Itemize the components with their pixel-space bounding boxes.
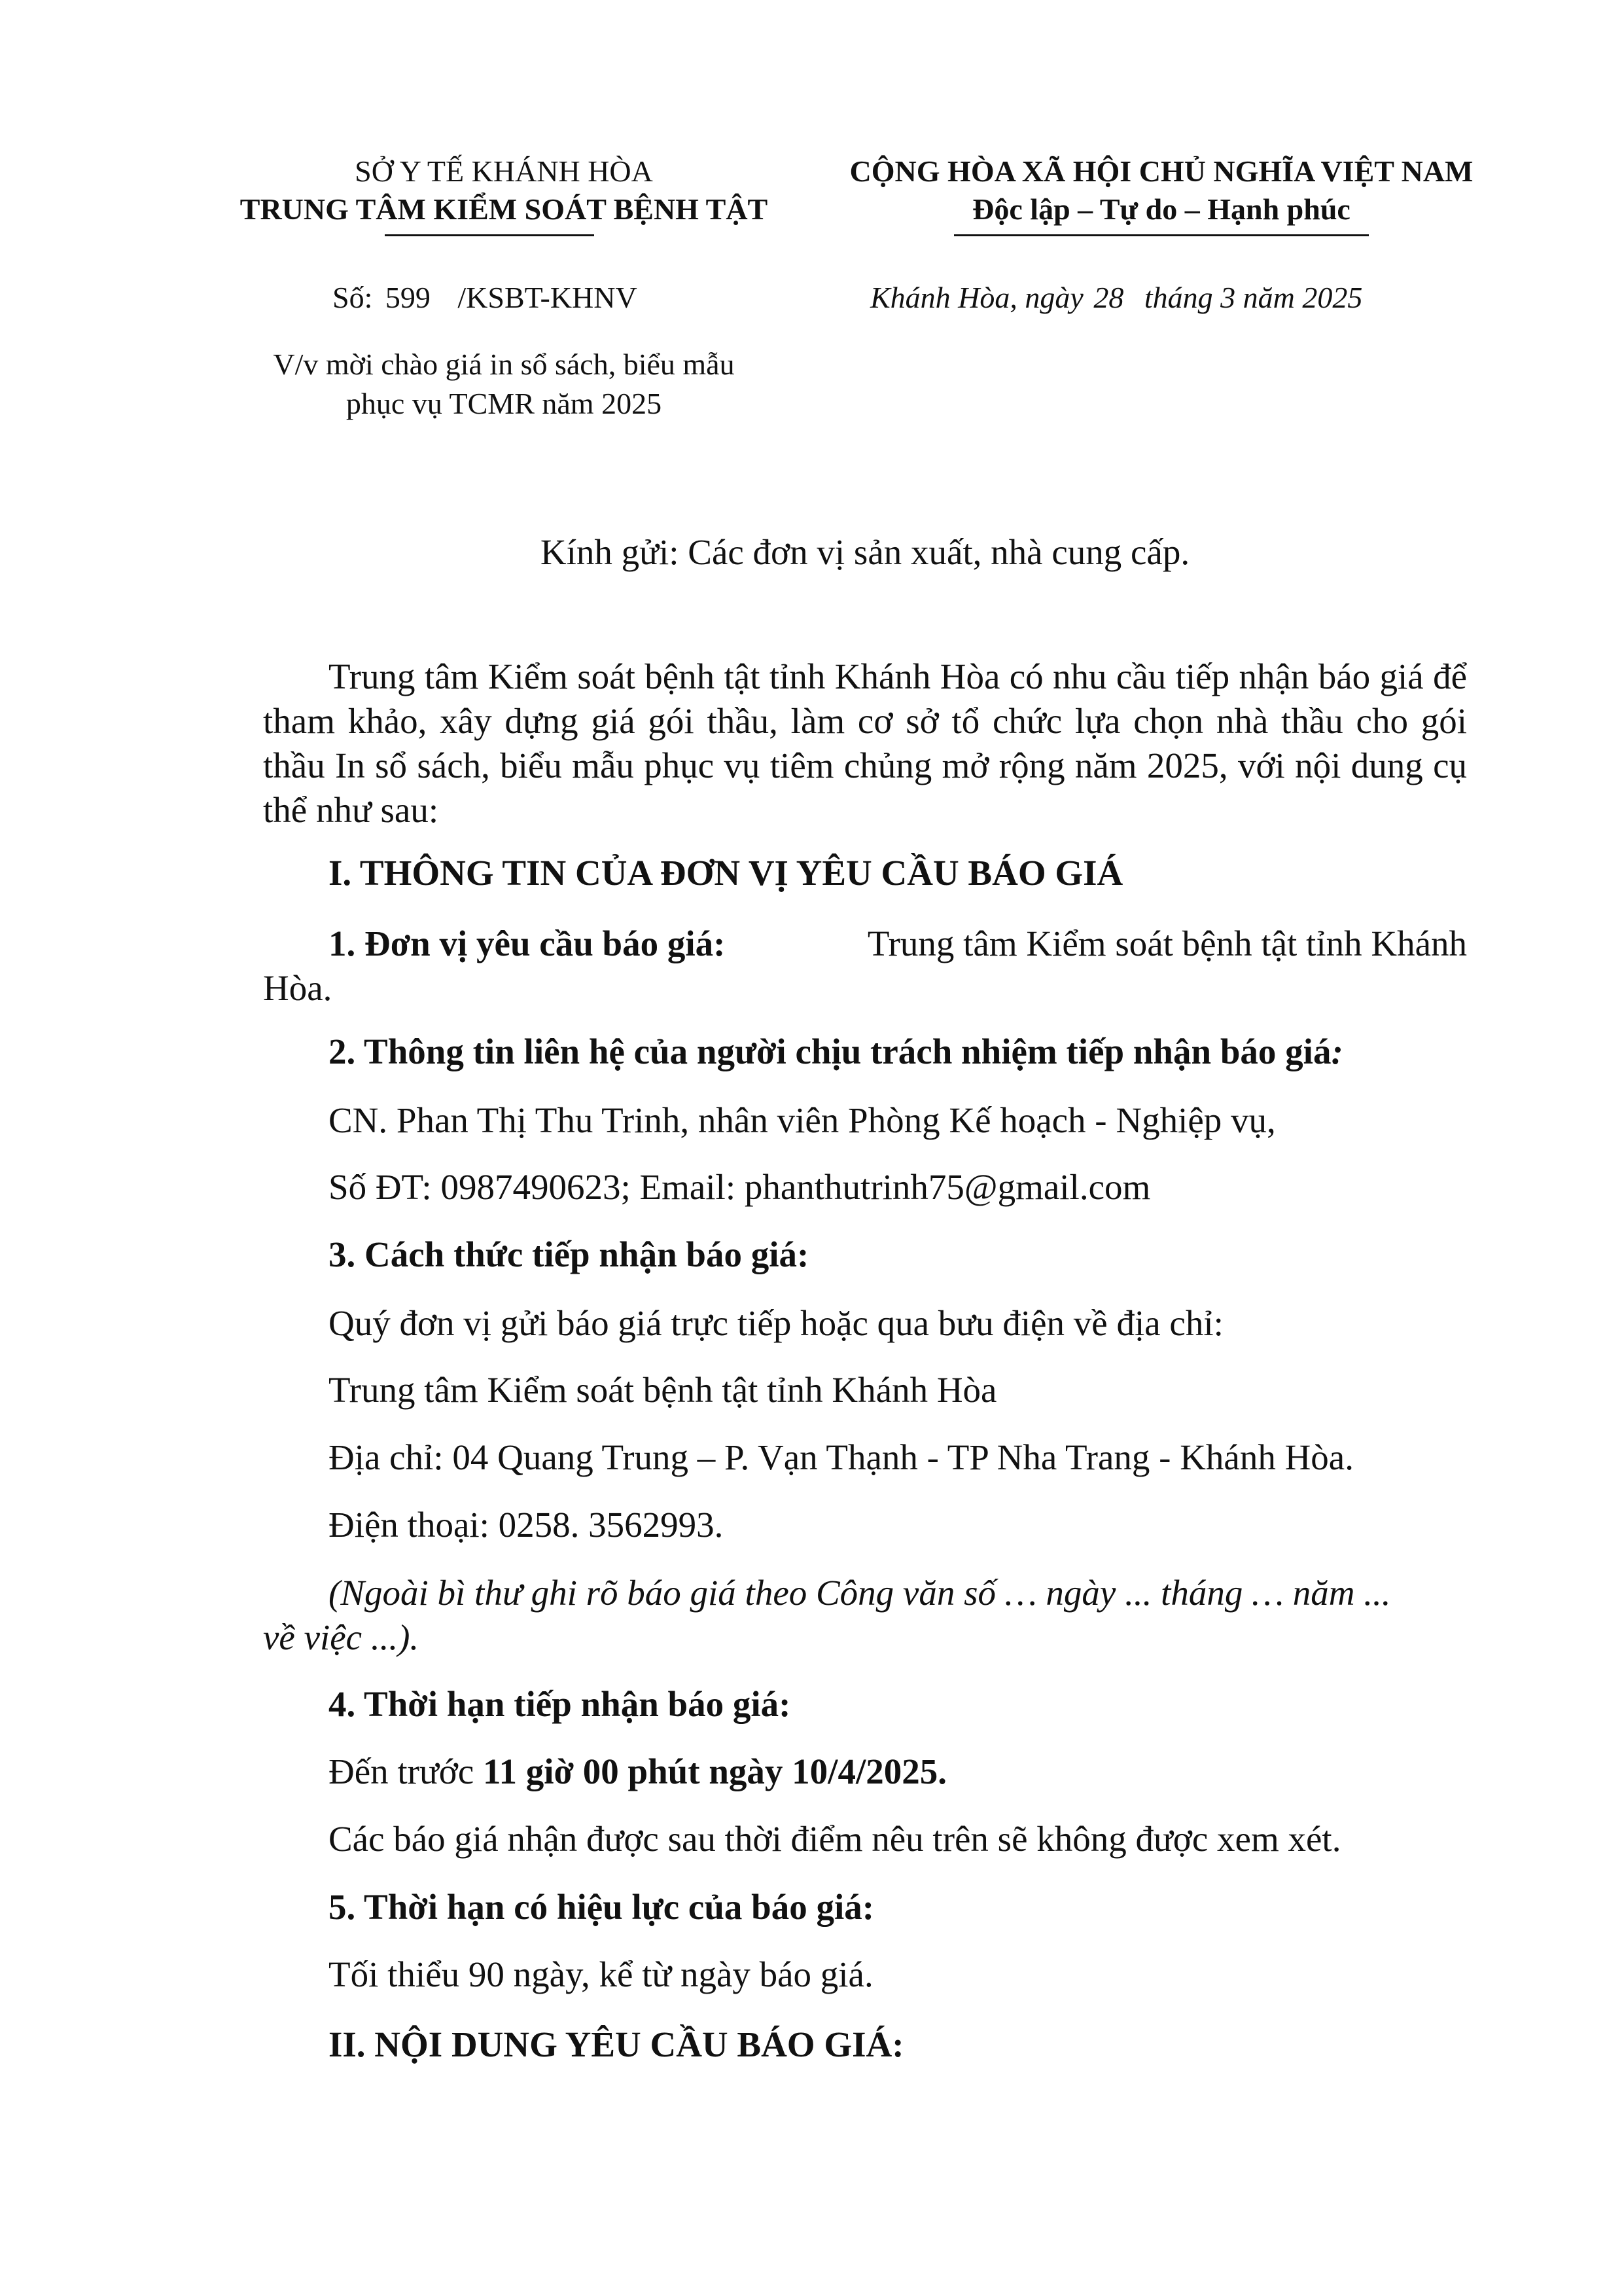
doc-number	[332, 278, 637, 317]
item-3-label: 3. Cách thức tiếp nhận báo giá:	[328, 1234, 809, 1274]
org-parent: SỞ Y TẾ KHÁNH HÒA	[355, 154, 653, 188]
doc-number-label: Số:	[332, 281, 373, 314]
address: Địa chỉ: 04 Quang Trung – P. Vạn Thạnh - TP Nha Trang - Khánh Hòa.	[328, 1437, 1354, 1477]
date-day: 28	[1093, 281, 1124, 314]
org-underline	[385, 234, 594, 236]
envelope-note	[263, 1571, 1467, 1660]
recipient: Kính gửi: Các đơn vị sản xuất, nhà cung cấp.	[540, 532, 1190, 572]
envelope-note-line-1: (Ngoài bì thư ghi rõ báo giá theo Công văn số … ngày ... tháng … năm ...	[328, 1573, 1391, 1613]
validity: Tối thiểu 90 ngày, kể từ ngày báo giá.	[328, 1954, 874, 1994]
item-5-label: 5. Thời hạn có hiệu lực của báo giá:	[328, 1887, 875, 1927]
item-1	[263, 922, 1467, 1011]
motto: Độc lập – Tự do – Hạnh phúc	[972, 192, 1350, 226]
contact-name: CN. Phan Thị Thu Trinh, nhân viên Phòng Kế hoạch - Nghiệp vụ,	[328, 1100, 1276, 1140]
deadline-value: 11 giờ 00 phút ngày 10/4/2025.	[483, 1751, 947, 1791]
doc-number-suffix: /KSBT-KHNV	[457, 281, 637, 314]
section-1-title: I. THÔNG TIN CỦA ĐƠN VỊ YÊU CẦU BÁO GIÁ	[328, 853, 1123, 893]
envelope-note-line-2: về việc ...).	[263, 1617, 419, 1657]
item-2-label-line	[328, 1030, 1343, 1074]
date-month-year: tháng 3 năm 2025	[1144, 281, 1363, 314]
org-name: TRUNG TÂM KIỂM SOÁT BỆNH TẬT	[239, 192, 768, 226]
doc-number-value: 599	[385, 281, 431, 314]
phone: Điện thoại: 0258. 3562993.	[328, 1505, 724, 1545]
item-1-label: 1. Đơn vị yêu cầu báo giá:	[328, 924, 726, 963]
item-4-label: 4. Thời hạn tiếp nhận báo giá:	[328, 1684, 791, 1724]
subject-line-2: phục vụ TCMR năm 2025	[345, 387, 662, 420]
method-line: Quý đơn vị gửi báo giá trực tiếp hoặc qua bưu điện về địa chỉ:	[328, 1303, 1224, 1343]
deadline	[328, 1749, 947, 1794]
item-1-value-cont: Hòa.	[263, 968, 332, 1008]
subject-line-1: V/v mời chào giá in sổ sách, biểu mẫu	[273, 348, 735, 381]
deadline-prefix: Đến trước	[328, 1751, 474, 1791]
place-date-prefix: Khánh Hòa, ngày	[870, 281, 1084, 314]
nation-title: CỘNG HÒA XÃ HỘI CHỦ NGHĨA VIỆT NAM	[849, 154, 1474, 188]
intro-paragraph: Trung tâm Kiểm soát bệnh tật tỉnh Khánh Hòa có nhu cầu tiếp nhận báo giá để tham khảo, xây dựng giá gói thầu, làm cơ sở tổ chức lựa chọn nhà thầu cho gói thầu In sổ sách, biểu mẫu phục vụ tiêm chủng mở rộng năm 2025, với nội dung cụ thể như sau:	[263, 656, 1467, 830]
place-date	[870, 278, 1362, 317]
item-2-colon: :	[1331, 1031, 1343, 1071]
section-2-title: II. NỘI DUNG YÊU CẦU BÁO GIÁ:	[328, 2024, 904, 2064]
item-1-value: Trung tâm Kiểm soát bệnh tật tỉnh Khánh	[867, 924, 1467, 963]
contact-phone-email: Số ĐT: 0987490623; Email: phanthutrinh75@gmail.com	[328, 1167, 1151, 1207]
address-org: Trung tâm Kiểm soát bệnh tật tỉnh Khánh Hòa	[328, 1370, 997, 1410]
item-2-label: 2. Thông tin liên hệ của người chịu trách nhiệm tiếp nhận báo giá	[328, 1031, 1332, 1071]
deadline-note: Các báo giá nhận được sau thời điểm nêu trên sẽ không được xem xét.	[328, 1819, 1341, 1859]
motto-underline	[954, 234, 1369, 236]
